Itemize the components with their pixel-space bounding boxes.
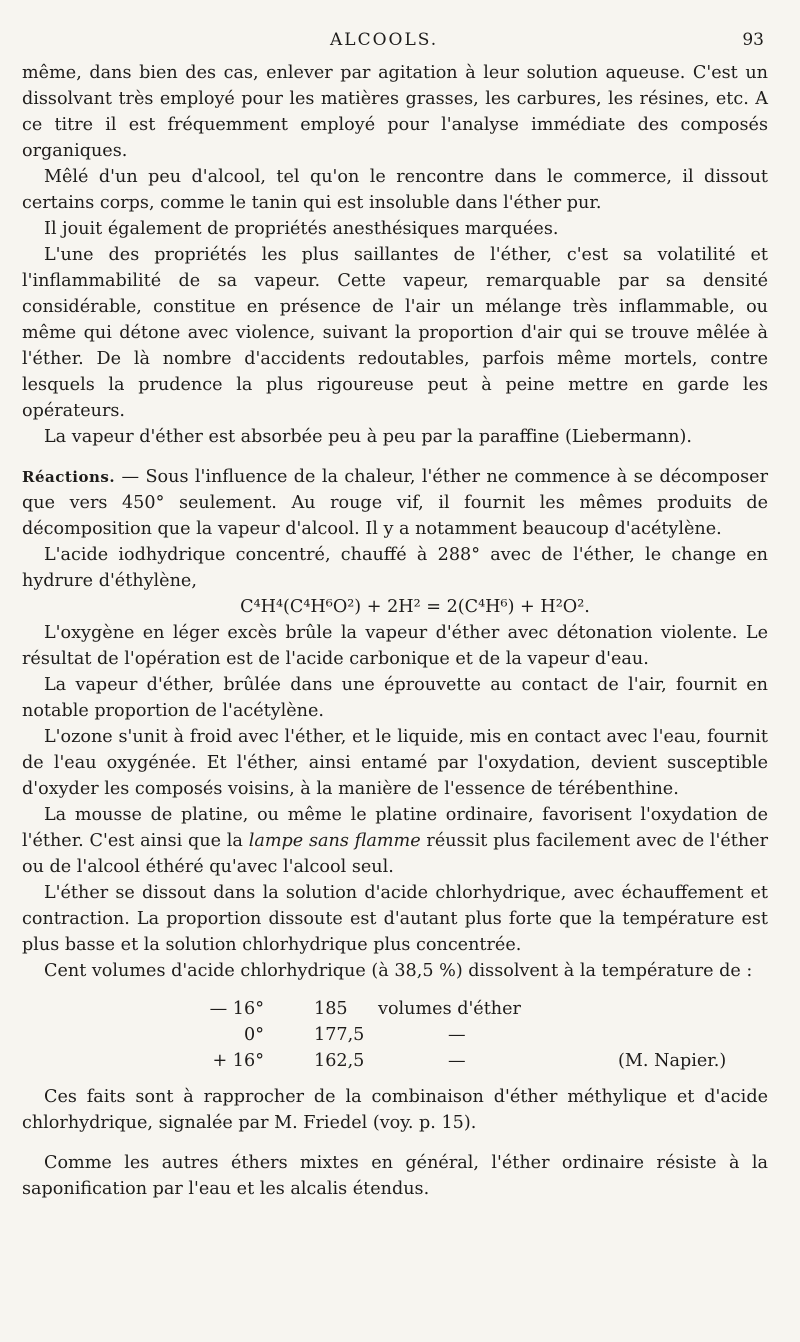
reactions-paragraph <box>22 464 768 542</box>
solubility-table <box>172 996 726 1074</box>
paragraph: L'ozone s'unit à froid avec l'éther, et le liquide, mis en contact avec l'eau, fournit de l'eau oxygénée. Et l'éther, ainsi entamé par l'oxydation, devient susceptible d'oxyder les composés voisins, à la manière de l'essence de térébenthine. <box>22 727 768 799</box>
temperature-cell: + 16° <box>212 1051 264 1071</box>
paragraph: La vapeur d'éther est absorbée peu à peu par la paraffine (Liebermann). <box>44 427 692 447</box>
volume-cell: 162,5 <box>314 1051 365 1071</box>
paragraph: L'acide iodhydrique concentré, chauffé à 288° avec de l'éther, le change en hydrure d'éthylène, <box>22 545 768 591</box>
paragraph: L'oxygène en léger excès brûle la vapeur d'éther avec détonation violente. Le résultat de l'opération est de l'acide carbonique et de la vapeur d'eau. <box>22 623 768 669</box>
paragraph: Cent volumes d'acide chlorhydrique (à 38,5 %) dissolvent à la température de : <box>44 961 753 981</box>
section-heading: Réactions. <box>22 468 116 486</box>
table-row <box>172 1048 726 1074</box>
running-title: ALCOOLS. <box>330 30 439 50</box>
paragraph: Comme les autres éthers mixtes en général, l'éther ordinaire résiste à la saponification par l'eau et les alcalis étendus. <box>22 1153 768 1199</box>
page-header <box>0 30 800 54</box>
text-run: réussit plus facilement avec de l'éther ou de l'alcool éthéré qu'avec l'alcool seul. <box>22 831 768 877</box>
reference-cell: (M. Napier.) <box>618 1051 727 1071</box>
paragraph: Mêlé d'un peu d'alcool, tel qu'on le rencontre dans le commerce, il dissout certains corps, comme le tanin qui est insoluble dans l'éther pur. <box>22 167 768 213</box>
reference-cell <box>598 1022 726 1048</box>
temperature-cell: — 16° <box>209 999 264 1019</box>
paragraph <box>22 802 768 880</box>
reactions-text: — Sous l'influence de la chaleur, l'éther ne commence à se décomposer que vers 450° seulement. Au rouge vif, il fournit les mêmes produits de décomposition que la vapeur d'alcool. Il y a notamment beaucoup d'acétylène. <box>22 467 768 539</box>
paragraph: L'éther se dissout dans la solution d'acide chlorhydrique, avec échauffement et contraction. La proportion dissoute est d'autant plus forte que la température est plus basse et la solution chlorhydrique plus concentrée. <box>22 883 768 955</box>
table-row <box>172 1022 726 1048</box>
body-text <box>22 60 768 1202</box>
paragraph: même, dans bien des cas, enlever par agitation à leur solution aqueuse. C'est un dissolvant très employé pour les matières grasses, les carbures, les résines, etc. A ce titre il est fréquemment employé pour l'analyse immédiate des composés organiques. <box>22 63 768 161</box>
temperature-cell: 0° <box>244 1025 264 1045</box>
section-gap <box>22 450 768 464</box>
italic-term: lampe sans flamme <box>248 831 421 851</box>
table-row <box>172 996 726 1022</box>
unit-cell: — <box>448 1051 466 1071</box>
volume-cell: 177,5 <box>314 1025 365 1045</box>
text-run: La mousse de platine, ou même le platine ordinaire, favorisent l'oxydation de l'éther. C'est ainsi que la <box>22 805 768 851</box>
paragraph: Ces faits sont à rapprocher de la combinaison d'éther méthylique et d'acide chlorhydrique, signalée par M. Friedel (voy. p. 15). <box>22 1087 768 1133</box>
paragraph: Il jouit également de propriétés anesthésiques marquées. <box>44 219 559 239</box>
page-number: 93 <box>742 30 764 50</box>
paragraph: L'une des propriétés les plus saillantes de l'éther, c'est sa volatilité et l'inflammabilité de sa vapeur. Cette vapeur, remarquable par sa densité considérable, constitue en présence de l'air un mélange très inflammable, ou même qui détone avec violence, suivant la proportion d'air qui se trouve mêlée à l'éther. De là nombre d'accidents redoutables, parfois même mortels, contre lesquels la prudence la plus rigoureuse peut à peine mettre en garde les opérateurs. <box>22 245 768 421</box>
chemical-formula: C⁴H⁴(C⁴H⁶O²) + 2H² = 2(C⁴H⁶) + H²O². <box>240 597 590 617</box>
unit-cell: — <box>448 1025 466 1045</box>
volume-cell: 185 <box>314 999 348 1019</box>
paragraph: La vapeur d'éther, brûlée dans une éprouvette au contact de l'air, fournit en notable proportion de l'acétylène. <box>22 675 768 721</box>
paragraph-gap <box>22 1136 768 1150</box>
reference-cell <box>598 996 726 1022</box>
unit-cell: volumes d'éther <box>378 999 521 1019</box>
